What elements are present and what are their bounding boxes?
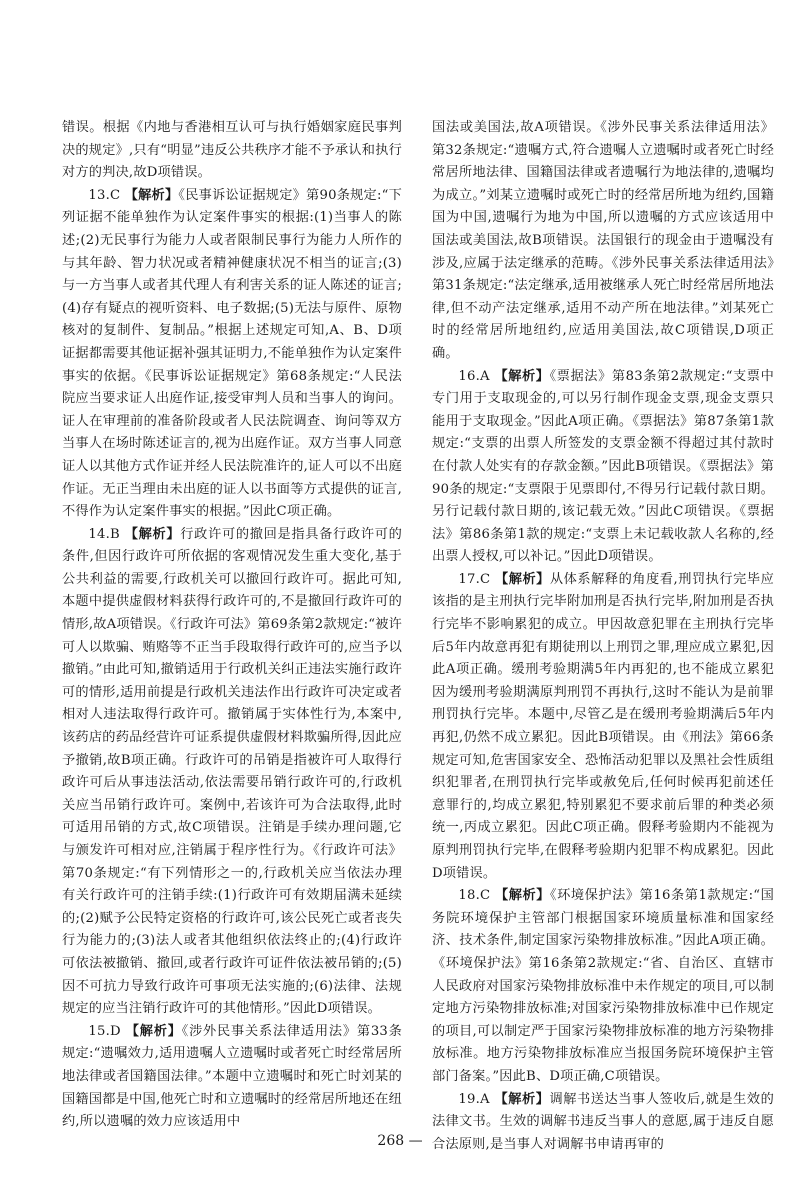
- analysis-label: 【解析】: [124, 187, 179, 203]
- question-number: 19.A: [458, 1091, 490, 1107]
- paragraph-text: 行政许可的撤回是指具备行政许可的条件,但因行政许可所依据的客观情况发生重大变化,基于公共利益的需要,行政机关可以撤回行政许可。据此可知,本题中提供虚假材料获得行政许可的,不是撤回行政许可的情形,故A项错误。《行政许可法》第69条第2款规定:“被许可人以欺骗、贿赂等不正当手段取得行政许可的,应当予以撤销。”由此可知,撤销适用于行政机关纠正违法实施行政许可的情形,适用前提是行政机关违法作出行政许可决定或者相对人违法取得行政许可。撤销属于实体性行为,本案中,该药店的药品经营许可证系提供虚假材料欺骗所得,因此应予撤销,故B项正确。行政许可的吊销是指被许可人取得行政许可后从事违法活动,依法需要吊销行政许可的,行政机关应当吊销行政许可。案例中,若该许可为合法取得,此时可适用吊销的方式,故C项错误。注销是手续办理问题,它与颁发许可相对应,注销属于程序性行为。《行政许可法》第70条规定:“有下列情形之一的,行政机关应当依法办理有关行政许可的注销手续:(1)行政许可有效期届满未延续的;(2)赋予公民特定资格的行政许可,该公民死亡或者丧失行为能力的;(3)法人或者其他组织依法终止的;(4)行政许可依法被撤销、撤回,或者行政许可证件依法被吊销的;(5)因不可抗力导致行政许可事项无法实施的;(6)法律、法规规定的应当注销行政许可的其他情形。”因此D项错误。: [62, 526, 402, 1017]
- paragraph-text: 错误。根据《内地与香港相互认可与执行婚姻家庭民事判决的规定》,只有“明显”违反公共秩序才能不予承认和执行对方的判决,故D项错误。: [62, 120, 402, 181]
- right-column: [432, 117, 774, 1156]
- answer-paragraph: [432, 117, 774, 366]
- paragraph-text: 《民事诉讼证据规定》第90条规定:“下列证据不能单独作为认定案件事实的根据:(1)当事人的陈述;(2)无民事行为能力人或者限制民事行为能力人所作的与其年龄、智力状况或者精神健康状况不相当的证言;(3)与一方当事人或者其代理人有利害关系的证人陈述的证言;(4)存有疑点的视听资料、电子数据;(5)无法与原件、原物核对的复制件、复制品。”根据上述规定可知,A、B、D项证据都需要其他证据补强其证明力,不能单独作为认定案件事实的依据。《民事诉讼证据规定》第68条规定:“人民法院应当要求证人出庭作证,接受审判人员和当事人的询问。证人在审理前的准备阶段或者人民法院调查、询问等双方当事人在场时陈述证言的,视为出庭作证。双方当事人同意证人以其他方式作证并经人民法院准许的,证人可以不出庭作证。无正当理由未出庭的证人以书面等方式提供的证言,不得作为认定案件事实的根据。”因此C项正确。: [62, 187, 402, 520]
- analysis-label: 【解析】: [494, 1091, 550, 1107]
- analysis-label: 【解析】: [495, 571, 550, 587]
- question-number: 17.C: [458, 571, 491, 587]
- page-footer: [0, 1133, 800, 1149]
- question-number: 16.A: [458, 368, 490, 384]
- paragraph-text: 国法或美国法,故A项错误。《涉外民事关系法律适用法》第32条规定:“遗嘱方式,符合遗嘱人立遗嘱时或者死亡时经常居所地法律、国籍国法律或者遗嘱行为地法律的,遗嘱均为成立。”刘某立遗嘱时或死亡时的经常居所地为纽约,国籍国为中国,遗嘱行为地为中国,所以遗嘱的方式应该适用中国法或美国法,故B项错误。法国银行的现金由于遗嘱没有涉及,应属于法定继承的范畴。《涉外民事关系法律适用法》第31条规定:“法定继承,适用被继承人死亡时经常居所地法律,但不动产法定继承,适用不动产所在地法律。”刘某死亡时的经常居所地纽约,应适用美国法,故C项错误,D项正确。: [432, 120, 774, 361]
- answer-paragraph: [62, 185, 402, 524]
- answer-paragraph: [432, 366, 774, 569]
- footer-dash: —: [408, 1133, 423, 1149]
- question-number: 14.B: [88, 526, 120, 542]
- analysis-label: 【解析】: [124, 526, 181, 542]
- paragraph-text: 《涉外民事关系法律适用法》第33条规定:“遗嘱效力,适用遗嘱人立遗嘱时或者死亡时经常居所地法律或者国籍国法律。”本题中立遗嘱时和死亡时刘某的国籍国都是中国,他死亡时和立遗嘱时的经常居所地还在纽约,所以遗嘱的效力应该适用中: [62, 1023, 402, 1130]
- answer-paragraph: [62, 1021, 402, 1134]
- left-column: [62, 117, 402, 1134]
- answer-paragraph: [62, 524, 402, 1021]
- question-number: 18.C: [458, 888, 491, 904]
- analysis-label: 【解析】: [494, 368, 550, 384]
- answer-paragraph: [62, 117, 402, 185]
- paragraph-text: 《环境保护法》第16条第1款规定:“国务院环境保护主管部门根据国家环境质量标准和国家经济、技术条件,制定国家污染物排放标准。”因此A项正确。《环境保护法》第16条第2款规定:“省、自治区、直辖市人民政府对国家污染物排放标准中未作规定的项目,可以制定地方污染物排放标准;对国家污染物排放标准中已作规定的项目,可以制定严于国家污染物排放标准的地方污染物排放标准。地方污染物排放标准应当报国务院环境保护主管部门备案。”因此B、D项正确,C项错误。: [432, 888, 774, 1084]
- question-number: 13.C: [88, 187, 121, 203]
- answer-paragraph: [432, 569, 774, 885]
- analysis-label: 【解析】: [125, 1023, 182, 1039]
- page-number: 268: [377, 1133, 405, 1149]
- paragraph-text: 从体系解释的角度看,刑罚执行完毕应该指的是主刑执行完毕附加刑是否执行完毕,附加刑是否执行完毕不影响累犯的成立。甲因故意犯罪在主刑执行完毕后5年内故意再犯有期徒刑以上刑罚之罪,理应成立累犯,因此A项正确。缓刑考验期满5年内再犯的,也不能成立累犯因为缓刑考验期满原判刑罚不再执行,这时不能认为是前罪刑罚执行完毕。本题中,尽管乙是在缓刑考验期满后5年内再犯,仍然不成立累犯。因此B项错误。由《刑法》第66条规定可知,危害国家安全、恐怖活动犯罪以及黑社会性质组织犯罪者,在刑罚执行完毕或赦免后,任何时候再犯前述任意罪行的,均成立累犯,特别累犯不要求前后罪的种类必须统一,丙成立累犯。因此C项正确。假释考验期内不能视为原判刑罚执行完毕,在假释考验期内犯罪不构成累犯。因此D项错误。: [432, 571, 774, 881]
- paragraph-text: 《票据法》第83条第2款规定:“支票中专门用于支取现金的,可以另行制作现金支票,现金支票只能用于支取现金。”因此A项正确。《票据法》第87条第1款规定:“支票的出票人所签发的支票金额不得超过其付款时在付款人处实有的存款金额。”因此B项错误。《票据法》第90条的规定:“支票限于见票即付,不得另行记载付款日期。另行记载付款日期的,该记载无效。”因此C项错误。《票据法》第86条第1款的规定:“支票上未记载收款人名称的,经出票人授权,可以补记。”因此D项错误。: [432, 368, 774, 565]
- analysis-label: 【解析】: [495, 888, 551, 904]
- question-number: 15.D: [88, 1023, 121, 1039]
- paragraph-text: 调解书送达当事人签收后,就是生效的法律文书。生效的调解书违反当事人的意愿,属于违反自愿合法原则,是当事人对调解书申请再审的: [432, 1091, 774, 1152]
- answer-paragraph: [432, 885, 774, 1088]
